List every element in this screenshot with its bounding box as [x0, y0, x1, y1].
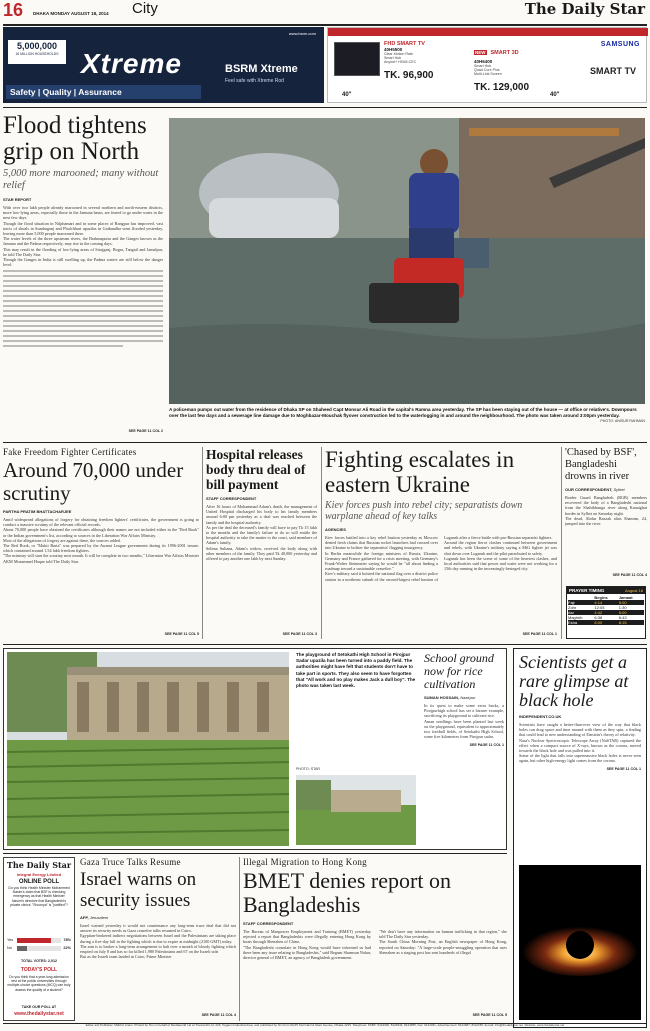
- ad-feature: Clear Motion Rate: [384, 52, 413, 56]
- prayer-col: Jamaat: [618, 595, 633, 600]
- prayer-table: [568, 595, 644, 625]
- migration-byline: STAFF CORRESPONDENT: [243, 921, 294, 926]
- prayer-cell: 12:05: [594, 605, 605, 610]
- lead-body: [3, 205, 163, 267]
- migration-cont: SEE PAGE 11 COL 5: [472, 1013, 507, 1017]
- playground-byline-text: SUMAN HOSSAIN,: [424, 695, 460, 700]
- poll-title: ONLINE POLL: [18, 879, 60, 885]
- section-rule-3: [3, 853, 507, 854]
- playground-caption: The playground of Setokathi High School in Pirojpur Sadar upazila has been turned into a paddy field. The authorities might have felt that students don't have to take part in sports. They also seem to have forgotten that "All work and no play makes Jack a dull boy". The photo was taken last week.: [296, 652, 416, 689]
- prayer-date: August 18: [624, 588, 643, 593]
- lead-caption-text: A policeman pumps out water from the residence of Dhaka SP on Shaheed Capt Monsur Ali Road in the capital's Ramna area yesterday. The SP has been staying out of the house — at office or relative's. Downpours over the last few days and a sewerage line damage due to Moghbazar-Mouchak flyover construction led to the waterlogging in and around the neighbourhood. The photo was taken around 3:00pm yesterday.: [169, 407, 637, 418]
- gaza-byline-text: AFP,: [80, 915, 89, 920]
- lead-cont: SEE PAGE 11 COL 2: [128, 429, 163, 433]
- black-hole-paragraph: Scientists have caught a better-than-ever view of the way that black holes can drag space and time around with them as they spin, a finding that could lead to new understanding of Einstein's theory of relativity.: [519, 722, 641, 738]
- bsf-byline: [565, 487, 647, 492]
- lead-paragraph: With over two lakh people already marooned in several northern and north-eastern districts, more low-lying areas, especially those in the Jamuna basin, are feared to go under water in the next few days.: [3, 205, 163, 221]
- ad-offer: 5,000,000: [16, 41, 58, 51]
- ad-rule: [3, 107, 647, 108]
- freedom-paragraph: Amid widespread allegations of forgery for obtaining freedom fighters' certificates, the government is going to conduct a massive scrutiny of the relevant official records.: [3, 517, 199, 528]
- bsf-paragraph: Border Guard Bangladesh (BGB) members recovered the body of a Bangladeshi national from the Shahibhunga river along Kanaighat border in Sylhet on Saturday night.: [565, 495, 647, 516]
- playground-body: [424, 703, 504, 739]
- freedom-cont: SEE PAGE 11 COL 5: [164, 632, 199, 636]
- ukraine-paragraph: Lugansk has been the scene of some of the heaviest clashes, and local authorities said that power and water were not working for a 15th day running in the increasingly besieged city.: [444, 555, 557, 572]
- poll-no-label: No: [7, 946, 12, 950]
- ad-product2: SMART 3D: [490, 50, 519, 56]
- prayer-col: Begins: [594, 595, 608, 600]
- lead-caption: [169, 407, 645, 437]
- ad-product2-model: 40H6400: [474, 59, 493, 64]
- prayer-cell: Esha: [568, 620, 578, 625]
- prayer-cell: 8:15: [618, 620, 627, 625]
- bsrm-ad: [3, 27, 324, 103]
- gaza-paragraph: Egyptian-brokered indirect negotiations between Israel and the Palestinians are taking place during a five-day lull in the fighting which is due to expire at midnight (2100 GMT) today.: [80, 933, 236, 944]
- ukraine-story: [325, 447, 557, 643]
- bsf-body: [565, 495, 647, 526]
- hospital-cont: SEE PAGE 11 COL 3: [282, 632, 317, 636]
- bsf-byline-text: OUR CORRESPONDENT,: [565, 487, 613, 492]
- gaza-cont: SEE PAGE 11 COL 4: [201, 1013, 236, 1017]
- ukraine-byline: AGENCIES: [325, 527, 346, 532]
- lead-story: [3, 113, 163, 438]
- playground-photo-credit: PHOTO: STAR: [296, 767, 321, 771]
- ad-url: www.bsrm.com: [288, 31, 316, 36]
- bsf-story: [565, 447, 647, 582]
- poll-yes-label: Yes: [7, 938, 14, 942]
- ad-feature: Smart Hub: [474, 64, 492, 68]
- ad-brand-samsung: SAMSUNG: [600, 41, 640, 48]
- ad-product1: FHD SMART TV: [384, 41, 425, 47]
- freedom-kicker: Fake Freedom Fighter Certificates: [3, 447, 137, 457]
- black-hole-byline: INDEPENDENT.CO.UK: [519, 714, 562, 719]
- prayer-header: [567, 587, 645, 594]
- migration-paragraph: "We don't have any information on human trafficking in that region," she told The Daily Star yesterday.: [379, 929, 507, 940]
- edition-date: DHAKA MONDAY AUGUST 18, 2014: [33, 11, 109, 16]
- hospital-story: [206, 447, 317, 643]
- playground-box: [3, 648, 507, 850]
- ukraine-subhead: Kiev forces push into rebel city; separatists down warplane ahead of key talks: [325, 500, 523, 522]
- lead-photo-credit: PHOTO: ANISUR RAHMAN: [600, 419, 645, 423]
- poll-total: TOTAL VOTES: 2,012: [21, 959, 57, 963]
- poll-today-question: Do you think that a year-long admission test at the public universities through multiple-choice questions (MCQ) can truly assess the quality of a student?: [7, 975, 71, 992]
- poll-no-track: [17, 946, 61, 951]
- poll-no-bar: [17, 946, 27, 951]
- prayer-cell: Asr: [568, 610, 574, 615]
- ukraine-paragraph: Around the region fierce clashes continued between government and rebels, with Ukraine's military saying a MiG fighter jet was shot down over Lugansk and the pilot parachuted to safety.: [444, 540, 557, 556]
- header-rule: [3, 24, 647, 26]
- migration-paragraph: "The Bangladeshi consulate in Hong Kong would have informed us had there been any issue relating to Bangladeshis," said Begum Shamsun Nahar, director general of BMET, an agency of Bangladesh government.: [243, 944, 371, 961]
- gaza-headline: Israel warns on security issues: [80, 869, 197, 911]
- migration-kicker: Illegal Migration to Hong Kong: [243, 857, 367, 867]
- playground-headline: School ground now for rice cultivation: [424, 651, 494, 691]
- school-photo: [296, 775, 416, 845]
- prayer-cell: Fajr: [568, 600, 575, 605]
- ad-product1-model: 40H5500: [384, 47, 403, 52]
- freedom-paragraph: Most of the allegations of forgery are against these, the sources added.: [3, 537, 121, 543]
- poll-yes-track: [17, 938, 61, 943]
- bsf-cont: SEE PAGE 11 COL 4: [612, 573, 647, 577]
- samsung-ad: [327, 27, 647, 103]
- lead-paragraph: This may result in the flooding of low-lying areas of Sirajganj, Bogra, Tangail and Jamalpur, he told The Daily Star.: [3, 246, 163, 257]
- hospital-paragraph: As per the deal the deceased's family will have to pay Tk 15 lakh to the months and the family's failure to do so will entitle the hospital authority to take the matter to the court, said members of Adam's family.: [206, 524, 317, 546]
- poll-yes-bar: [17, 938, 51, 943]
- prayer-cell: 4:14: [594, 600, 603, 605]
- hospital-headline: Hospital releases body thru deal of bill payment: [206, 447, 306, 492]
- migration-body: [243, 929, 507, 1007]
- tv-image-1: [334, 42, 380, 76]
- poll-sponsor: Integral Energy Limited: [16, 872, 62, 877]
- lead-headline: Flood tightens grip on North: [3, 112, 147, 165]
- black-hole-image: [519, 865, 641, 1020]
- hospital-body: [206, 504, 317, 561]
- poll-no-pct: 22%: [63, 946, 71, 950]
- section-rule-2: [3, 644, 647, 645]
- poll-masthead: The Daily Star: [6, 860, 72, 870]
- playground-photo: [7, 652, 289, 846]
- masthead: The Daily Star: [524, 0, 645, 18]
- black-hole-body: [519, 722, 641, 764]
- black-hole-content: [519, 653, 641, 855]
- ad-product2-box: [474, 41, 544, 97]
- prayer-cell: 4:42: [594, 610, 603, 615]
- flood-scene: [169, 118, 645, 404]
- gaza-kicker: Gaza Truce Talks Resume: [80, 857, 181, 867]
- paddy-field-scene: [7, 652, 289, 846]
- black-hole-headline: Scientists get a rare glimpse at black hole: [519, 652, 629, 710]
- page-header: [3, 0, 647, 24]
- bsf-byline-place: Sylhet: [613, 487, 625, 492]
- ad-feature: Anynet+ HDMI-CEC: [384, 60, 417, 64]
- gaza-story: [80, 857, 236, 1021]
- column-rule: [202, 447, 203, 639]
- prayer-title: PRAYER TIMING: [569, 588, 605, 593]
- school-building-scene: [296, 775, 416, 845]
- migration-story: [243, 857, 507, 1021]
- playground-byline-place: Nazirpur: [460, 695, 476, 700]
- gaza-byline-place: Jerusalem: [89, 915, 109, 920]
- playground-story: [424, 652, 504, 845]
- ad-new-tag: NEW: [475, 50, 486, 55]
- poll-results: [7, 936, 71, 958]
- ukraine-paragraph: In Berlin meanwhile the foreign ministers of Russia, Ukraine, Germany and France gathered for a crisis meeting, with Germany's Frank-Walter Steinmeier saying he would be "all about finding a roadmap toward a sustainable ceasefire.": [325, 550, 438, 572]
- bsf-paragraph: The dead, Abdur Razzak alias Shamim, 24, jumped into the river.: [565, 515, 647, 527]
- freedom-paragraph: The Red Book, or "Mukti Barta" was prepared by the Awami League government during its 1996-2001 tenure, which contained around 1.54 lakh freedom fighters.: [3, 543, 199, 554]
- freedom-byline: PARTHA PRATIM BHATTACHARJEE: [3, 509, 72, 514]
- prayer-cell: 6:43: [618, 615, 627, 620]
- prayer-cell: Maghrib: [568, 615, 583, 620]
- gaza-body: [80, 923, 236, 959]
- gaza-paragraph: But as the Israeli team landed in Cairo, Prime Minister: [80, 954, 172, 960]
- prayer-row: [568, 620, 644, 625]
- ad-tagline: Safety | Quality | Assurance: [10, 87, 122, 97]
- playground-paragraph: In its quest to make some extra bucks, a Pirojpurhigh school has set a bizarre example, sacrificing its playground to cultivate rice.: [424, 703, 504, 719]
- lead-subhead: 5,000 more marooned; many without relief: [3, 168, 159, 191]
- prayer-cell: 5:00: [618, 610, 627, 615]
- ad-size-2: 40": [550, 92, 560, 98]
- poll-box: [3, 857, 75, 1021]
- ad-feature: Multi-Link Screen: [474, 72, 502, 76]
- lead-paragraph: Though the flood situation in Nilphamari and in some places of Rangpur has improved, vast tracts of shoals in Sundarganj and Phulchhari upazilas in Gaibandha went flooded yesterday, leaving more than 5,000 people marooned there.: [3, 220, 163, 237]
- ukraine-paragraph: Kiev's military said it hoisted the national flag over a district police station in a northeast suburb of the second-largest rebel bastion of Lugansk after a fierce battle with pro-Russian separatist fighters.: [325, 535, 553, 582]
- ad-sub-brand: BSRM Xtreme: [225, 63, 298, 75]
- ad-offer-box: [8, 40, 66, 64]
- migration-headline: BMET denies report on Bangladeshis: [243, 868, 451, 917]
- freedom-body: [3, 517, 199, 564]
- playground-cont: SEE PAGE 11 COL 1: [469, 743, 504, 748]
- ad-product2-price: TK. 129,000: [474, 82, 530, 93]
- freedom-headline: Around 70,000 under scrutiny: [3, 458, 184, 505]
- ad-offer-sub: 16 MILLION HOUSEHOLDS: [15, 52, 59, 56]
- migration-paragraph: The Bureau of Manpower Employment and Training (BMET) yesterday rejected a report that Bangladeshis were illegally entering Hong Kong by boats through Shenzhen of China.: [243, 929, 371, 945]
- poll-row-no: [7, 944, 71, 952]
- playground-byline: [424, 695, 504, 700]
- freedom-story: [3, 447, 199, 643]
- hospital-byline: STAFF CORRESPONDENT: [206, 496, 257, 501]
- prayer-cell: 5:00: [618, 600, 627, 605]
- prayer-cell: 1:30: [618, 605, 627, 610]
- ukraine-body: [325, 535, 557, 635]
- black-hole-paragraph: Some of the light that falls into supermassive black holes is never seen again, but other high-energy light comes from the corona.: [519, 753, 641, 764]
- ad-feature: Quad Core Plus: [474, 68, 500, 72]
- body-text-lines: [3, 267, 163, 357]
- poll-today-label: TODAY'S POLL: [20, 967, 58, 973]
- page-number: 16: [3, 0, 24, 20]
- lead-photo: [169, 118, 645, 404]
- black-hole-paragraph: Nasa's Nuclear Spectroscopic Telescope Array (NuSTAR) captured the effect when a compact source of X-rays, known as the corona, moved towards the black hole and was pulled into it.: [519, 737, 641, 754]
- lead-paragraph: Though the Ganges in India is still swelling up, the Padma waters are still below the danger level.: [3, 257, 163, 268]
- footer-imprint: Editor and Publisher: Mahfuz Anam. Printed by him on behalf of Mediaworld Ltd at Transcraft Ltd, 229, Tejgaon Industrial Area, and published by him from 64-65 Kazi Nazrul Islam Avenue, Dhaka-1215. Telephone: PABX: 9144330, 8124944, 8124955, Fax: 9144331, Advertisement: 8124967, 8112155. E-mail: info@thedailystar.net. Website: www.thedailystar.net: [85, 1023, 565, 1027]
- ukraine-paragraph: Kiev forces battled into a key rebel bastion yesterday as Moscow denied fresh claims that Russian rocket launchers had crossed over into Ukraine to bolster the separatists' flagging insurgency.: [325, 535, 438, 551]
- playground-paragraph: Aman seedlings have been planted last week on the playground, equivalent to approximately two football fields, of Setokathi High School, some five kilometres from Pirojpur sadar.: [424, 718, 504, 740]
- freedom-paragraph: About 70,000 people have obtained the certificates although their names are not included either in the "Red Book" or the Indian government's list, according to sources in the Liberation War Affairs Ministry.: [3, 527, 199, 538]
- poll-cta: TAKE OUR POLL AT: [21, 1005, 57, 1009]
- section-rule-1: [3, 442, 647, 443]
- poll-yes-pct: 78%: [63, 938, 71, 942]
- ad-tagline-bar: [6, 85, 201, 99]
- poll-question: Do you think Health Minister Mohammed Nasim's claim that BSF is checking emergency as that Health Minister Nasim's directive that Bangladeshi's private clinics' "Shoonya" is "justified"?: [8, 886, 70, 907]
- poll-url-link[interactable]: www.thedailystar.net: [14, 1011, 64, 1017]
- ad-brand: Xtreme: [81, 48, 182, 79]
- lead-byline: STAR REPORT: [3, 197, 32, 202]
- prayer-box: [566, 586, 646, 639]
- ad-brand-tv: SMART TV: [590, 66, 636, 76]
- column-rule: [321, 447, 322, 639]
- section-name: City: [132, 0, 158, 17]
- ukraine-cont: SEE PAGE 11 COL 1: [522, 632, 557, 636]
- black-hole-cont: SEE PAGE 11 COL 1: [606, 766, 641, 771]
- bsf-headline: 'Chased by BSF', Bangladeshi drowns in river: [565, 447, 637, 482]
- gaza-paragraph: The aim is to broker a long-term arrangement to halt over a month of bloody fighting which erupted on July 8 and has so far killed 1,980 Palestinians and 67 on the Israeli side.: [80, 943, 236, 955]
- ukraine-headline: Fighting escalates in eastern Ukraine: [325, 447, 515, 497]
- gaza-paragraph: Israel warned yesterday it would not countenance any long-term truce deal that did not answer its security needs as Gaza ceasefire talks resumed in Cairo.: [80, 923, 236, 934]
- ad-product1-box: [384, 41, 472, 97]
- ad-product1-price: TK. 96,900: [384, 70, 434, 81]
- prayer-cell: Zohr: [568, 605, 577, 610]
- column-rule: [239, 857, 240, 1021]
- ad-store-bar: [328, 28, 648, 43]
- poll-row-yes: [7, 936, 71, 944]
- gaza-byline: [80, 915, 236, 920]
- ad-sub-tagline: Feel safe with Xtreme Rod: [225, 78, 284, 84]
- ad-store: TRANSCOM: [473, 37, 503, 43]
- prayer-cell: 8:00: [594, 620, 603, 625]
- hospital-paragraph: Selima Sultana, Adam's widow, received the body along with other members of the family. They paid Tk 40,000 yesterday and offered to pay another one lakh by next Sunday.: [206, 545, 317, 562]
- freedom-paragraph: "The ministry will start the scrutiny next month. It will be complete in two months," Liberation War Affairs Minister AKM Mozammel Haque told The Daily Star.: [3, 553, 199, 564]
- playground-caption-block: [296, 652, 416, 772]
- lead-paragraph: The water levels of the three upstream rivers, the Brahmaputra and the Ganges known as the Jamuna and the Padma respectively, may rise in the coming days.: [3, 236, 163, 247]
- black-hole-illustration: [519, 865, 641, 1020]
- ad-feature: Smart Hub: [384, 56, 402, 60]
- ad-size-1: 40": [342, 92, 352, 98]
- column-rule: [561, 447, 562, 639]
- prayer-cell: 6:38: [594, 615, 603, 620]
- migration-paragraph: The South China Morning Post, an English newspaper of Hong Kong, reported on Saturday: "A large-scale people-smuggling operation that uses Shenzhen as a staging post has sent hundreds of illegal: [379, 939, 507, 955]
- hospital-paragraph: After 16 hours of Mohammad Adam's death, the management of United Hospital discharged his body to his family members around 6:00 pm yesterday as a deal was reached between the family and the hospital authority.: [206, 504, 317, 525]
